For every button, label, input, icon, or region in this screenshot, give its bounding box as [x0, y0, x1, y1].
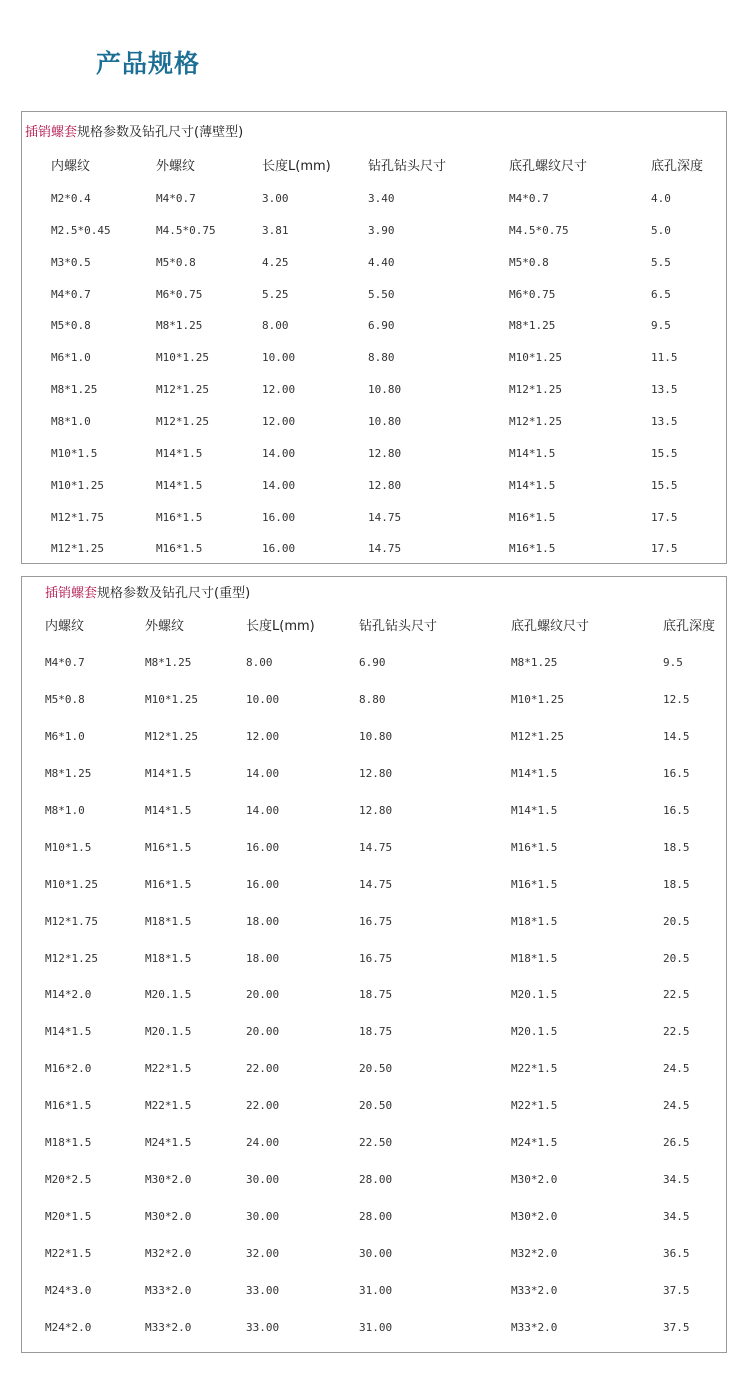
table-caption: [45, 582, 250, 601]
cell-outer-thread: M5*0.8: [156, 255, 196, 269]
table-row: [22, 253, 726, 273]
cell-drill-size: 5.50: [368, 287, 395, 301]
cell-drill-size: 20.50: [359, 1099, 393, 1113]
table-row: [22, 285, 726, 305]
cell-outer-thread: M16*1.5: [156, 510, 203, 524]
cell-outer-thread: M22*1.5: [145, 1099, 192, 1113]
cell-bottom-thread: M22*1.5: [511, 1099, 558, 1113]
cell-length: 14.00: [246, 766, 280, 780]
table-row: [22, 1096, 726, 1116]
cell-length: 5.25: [262, 287, 289, 301]
cell-bottom-thread: M8*1.25: [511, 656, 558, 669]
cell-bottom-depth: 20.5: [663, 951, 690, 965]
cell-length: 12.00: [262, 414, 296, 428]
cell-length: 3.81: [262, 223, 289, 237]
cell-outer-thread: M10*1.25: [145, 692, 198, 706]
cell-outer-thread: M12*1.25: [156, 383, 209, 397]
cell-drill-size: 10.80: [359, 729, 393, 743]
cell-bottom-depth: 17.5: [651, 542, 678, 556]
cell-drill-size: 14.75: [368, 542, 402, 556]
cell-bottom-depth: 24.5: [663, 1062, 690, 1076]
table-row: [22, 444, 726, 464]
cell-bottom-thread: M8*1.25: [509, 319, 556, 333]
cell-inner-thread: M5*0.8: [45, 692, 85, 706]
cell-outer-thread: M16*1.5: [145, 840, 192, 854]
cell-bottom-thread: M14*1.5: [509, 446, 556, 460]
table-row: [22, 875, 726, 895]
table-row: [22, 1133, 726, 1153]
cell-drill-size: 6.90: [368, 319, 395, 333]
cell-inner-thread: M16*2.0: [45, 1062, 92, 1076]
caption-text: 规格参数及钻孔尺寸(重型): [97, 586, 251, 601]
column-header-bottom-depth: 底孔深度: [663, 619, 716, 634]
cell-outer-thread: M12*1.25: [156, 414, 209, 428]
cell-drill-size: 8.80: [368, 351, 395, 365]
cell-outer-thread: M4.5*0.75: [156, 223, 216, 237]
cell-length: 16.00: [246, 840, 280, 854]
cell-bottom-depth: 6.5: [651, 287, 671, 301]
cell-outer-thread: M16*1.5: [156, 542, 203, 556]
table-row: [22, 380, 726, 400]
cell-bottom-depth: 13.5: [651, 414, 678, 428]
cell-inner-thread: M12*1.75: [45, 914, 98, 928]
column-header-outer-thread: 外螺纹: [145, 619, 185, 634]
cell-bottom-thread: M20.1.5: [511, 1025, 558, 1039]
cell-length: 24.00: [246, 1136, 280, 1150]
cell-inner-thread: M24*3.0: [45, 1283, 92, 1297]
table-row: [22, 985, 726, 1005]
cell-length: 22.00: [246, 1099, 280, 1113]
cell-bottom-thread: M12*1.25: [509, 414, 562, 428]
cell-outer-thread: M20.1.5: [145, 1025, 192, 1039]
cell-drill-size: 28.00: [359, 1210, 393, 1224]
column-header-outer-thread: 外螺纹: [156, 159, 196, 174]
cell-bottom-thread: M4.5*0.75: [509, 223, 569, 237]
cell-inner-thread: M10*1.5: [45, 840, 92, 854]
cell-inner-thread: M14*2.0: [45, 988, 92, 1002]
cell-length: 20.00: [246, 1025, 280, 1039]
cell-inner-thread: M12*1.25: [45, 951, 98, 965]
cell-bottom-depth: 36.5: [663, 1247, 690, 1261]
cell-length: 33.00: [246, 1283, 280, 1297]
cell-inner-thread: M10*1.25: [51, 478, 104, 492]
cell-inner-thread: M8*1.0: [45, 803, 85, 817]
cell-bottom-depth: 20.5: [663, 914, 690, 928]
table-row: [22, 221, 726, 241]
cell-drill-size: 30.00: [359, 1247, 393, 1261]
cell-inner-thread: M4*0.7: [51, 287, 91, 301]
cell-length: 18.00: [246, 914, 280, 928]
cell-bottom-depth: 15.5: [651, 478, 678, 492]
cell-bottom-depth: 22.5: [663, 1025, 690, 1039]
cell-outer-thread: M8*1.25: [145, 656, 192, 669]
cell-bottom-depth: 34.5: [663, 1210, 690, 1224]
cell-outer-thread: M14*1.5: [156, 478, 203, 492]
cell-bottom-thread: M33*2.0: [511, 1283, 558, 1297]
column-header-inner-thread: 内螺纹: [45, 619, 85, 634]
cell-inner-thread: M20*1.5: [45, 1210, 92, 1224]
cell-drill-size: 14.75: [359, 840, 393, 854]
cell-bottom-thread: M12*1.25: [511, 729, 564, 743]
cell-bottom-thread: M20.1.5: [511, 988, 558, 1002]
cell-bottom-thread: M16*1.5: [511, 840, 558, 854]
cell-bottom-depth: 16.5: [663, 803, 690, 817]
cell-bottom-thread: M16*1.5: [509, 510, 556, 524]
table-row: [22, 912, 726, 932]
cell-outer-thread: M20.1.5: [145, 988, 192, 1002]
cell-inner-thread: M3*0.5: [51, 255, 91, 269]
cell-bottom-depth: 22.5: [663, 988, 690, 1002]
cell-drill-size: 28.00: [359, 1173, 393, 1187]
cell-bottom-thread: M6*0.75: [509, 287, 556, 301]
cell-length: 8.00: [246, 656, 273, 669]
cell-length: 32.00: [246, 1247, 280, 1261]
cell-drill-size: 12.80: [368, 446, 402, 460]
caption-text: 规格参数及钻孔尺寸(薄壁型): [77, 125, 244, 140]
spec-table-heavy-duty: [21, 576, 727, 1353]
cell-bottom-depth: 18.5: [663, 840, 690, 854]
cell-length: 16.00: [262, 542, 296, 556]
cell-bottom-thread: M5*0.8: [509, 255, 549, 269]
cell-bottom-depth: 4.0: [651, 192, 671, 205]
cell-inner-thread: M8*1.25: [45, 766, 92, 780]
cell-inner-thread: M2*0.4: [51, 192, 91, 205]
cell-inner-thread: M14*1.5: [45, 1025, 92, 1039]
cell-bottom-thread: M18*1.5: [511, 951, 558, 965]
cell-bottom-depth: 5.5: [651, 255, 671, 269]
column-header-bottom-thread: 底孔螺纹尺寸: [509, 159, 588, 174]
cell-outer-thread: M12*1.25: [145, 729, 198, 743]
cell-outer-thread: M30*2.0: [145, 1210, 192, 1224]
cell-bottom-depth: 16.5: [663, 766, 690, 780]
cell-drill-size: 16.75: [359, 914, 393, 928]
caption-brand: 插销螺套: [25, 125, 78, 140]
table-caption: [25, 121, 243, 140]
table-row: [22, 1281, 726, 1301]
cell-drill-size: 4.40: [368, 255, 395, 269]
cell-outer-thread: M14*1.5: [145, 803, 192, 817]
table-header-row: [22, 157, 726, 177]
cell-drill-size: 3.40: [368, 192, 395, 205]
column-header-length: 长度L(mm): [262, 159, 331, 174]
column-header-bottom-depth: 底孔深度: [651, 159, 704, 174]
page-title: 产品规格: [96, 49, 201, 78]
cell-drill-size: 12.80: [359, 803, 393, 817]
cell-drill-size: 8.80: [359, 692, 386, 706]
table-row: [22, 508, 726, 528]
table-row: [22, 348, 726, 368]
cell-bottom-depth: 12.5: [663, 692, 690, 706]
cell-outer-thread: M14*1.5: [156, 446, 203, 460]
cell-outer-thread: M18*1.5: [145, 914, 192, 928]
cell-bottom-depth: 14.5: [663, 729, 690, 743]
table-row: [22, 949, 726, 969]
table-row: [22, 316, 726, 336]
cell-length: 12.00: [246, 729, 280, 743]
cell-outer-thread: M32*2.0: [145, 1247, 192, 1261]
caption-brand: 插销螺套: [45, 586, 98, 601]
cell-drill-size: 16.75: [359, 951, 393, 965]
cell-drill-size: 18.75: [359, 1025, 393, 1039]
cell-inner-thread: M10*1.25: [45, 877, 98, 891]
cell-length: 33.00: [246, 1320, 280, 1334]
cell-bottom-depth: 9.5: [663, 656, 683, 669]
cell-inner-thread: M8*1.0: [51, 414, 91, 428]
cell-bottom-thread: M32*2.0: [511, 1247, 558, 1261]
cell-bottom-thread: M10*1.25: [509, 351, 562, 365]
cell-length: 14.00: [262, 478, 296, 492]
cell-length: 30.00: [246, 1210, 280, 1224]
cell-outer-thread: M4*0.7: [156, 192, 196, 205]
cell-inner-thread: M22*1.5: [45, 1247, 92, 1261]
cell-bottom-depth: 13.5: [651, 383, 678, 397]
cell-inner-thread: M2.5*0.45: [51, 223, 111, 237]
cell-length: 4.25: [262, 255, 289, 269]
cell-outer-thread: M30*2.0: [145, 1173, 192, 1187]
table-row: [22, 1170, 726, 1190]
cell-bottom-thread: M18*1.5: [511, 914, 558, 928]
cell-length: 22.00: [246, 1062, 280, 1076]
cell-drill-size: 10.80: [368, 414, 402, 428]
table-row: [22, 801, 726, 821]
table-row: [22, 838, 726, 858]
cell-bottom-depth: 34.5: [663, 1173, 690, 1187]
cell-bottom-depth: 37.5: [663, 1283, 690, 1297]
table-row: [22, 727, 726, 747]
table-row: [22, 1318, 726, 1338]
table-row: [22, 690, 726, 710]
cell-bottom-depth: 15.5: [651, 446, 678, 460]
cell-drill-size: 22.50: [359, 1136, 393, 1150]
table-row: [22, 1022, 726, 1042]
cell-drill-size: 14.75: [368, 510, 402, 524]
cell-outer-thread: M16*1.5: [145, 877, 192, 891]
cell-bottom-depth: 37.5: [663, 1320, 690, 1334]
table-header-row: [22, 617, 726, 637]
cell-inner-thread: M6*1.0: [51, 351, 91, 365]
cell-length: 12.00: [262, 383, 296, 397]
cell-length: 14.00: [262, 446, 296, 460]
cell-length: 8.00: [262, 319, 289, 333]
cell-bottom-thread: M4*0.7: [509, 192, 549, 205]
cell-length: 3.00: [262, 192, 289, 205]
cell-outer-thread: M8*1.25: [156, 319, 203, 333]
cell-bottom-depth: 9.5: [651, 319, 671, 333]
cell-drill-size: 3.90: [368, 223, 395, 237]
cell-length: 10.00: [262, 351, 296, 365]
cell-inner-thread: M18*1.5: [45, 1136, 92, 1150]
spec-table-thin-wall: [21, 111, 727, 564]
cell-bottom-thread: M14*1.5: [511, 803, 558, 817]
cell-bottom-thread: M10*1.25: [511, 692, 564, 706]
cell-bottom-depth: 26.5: [663, 1136, 690, 1150]
cell-outer-thread: M6*0.75: [156, 287, 203, 301]
cell-inner-thread: M4*0.7: [45, 656, 85, 669]
cell-inner-thread: M16*1.5: [45, 1099, 92, 1113]
table-row: [22, 189, 726, 209]
cell-outer-thread: M18*1.5: [145, 951, 192, 965]
cell-bottom-thread: M14*1.5: [509, 478, 556, 492]
table-row: [22, 412, 726, 432]
cell-bottom-depth: 17.5: [651, 510, 678, 524]
cell-outer-thread: M33*2.0: [145, 1320, 192, 1334]
cell-outer-thread: M22*1.5: [145, 1062, 192, 1076]
cell-length: 18.00: [246, 951, 280, 965]
cell-outer-thread: M14*1.5: [145, 766, 192, 780]
cell-length: 14.00: [246, 803, 280, 817]
table-row: [22, 476, 726, 496]
table-row: [22, 1059, 726, 1079]
table-row: [22, 764, 726, 784]
cell-inner-thread: M12*1.25: [51, 542, 104, 556]
table-row: [22, 1244, 726, 1264]
cell-drill-size: 10.80: [368, 383, 402, 397]
cell-bottom-thread: M14*1.5: [511, 766, 558, 780]
cell-bottom-depth: 18.5: [663, 877, 690, 891]
cell-length: 30.00: [246, 1173, 280, 1187]
column-header-bottom-thread: 底孔螺纹尺寸: [511, 619, 590, 634]
cell-bottom-thread: M30*2.0: [511, 1210, 558, 1224]
cell-length: 20.00: [246, 988, 280, 1002]
cell-bottom-thread: M22*1.5: [511, 1062, 558, 1076]
cell-inner-thread: M24*2.0: [45, 1320, 92, 1334]
cell-drill-size: 18.75: [359, 988, 393, 1002]
cell-drill-size: 12.80: [359, 766, 393, 780]
table-row: [22, 1207, 726, 1227]
column-header-drill-size: 钻孔钻头尺寸: [359, 619, 438, 634]
cell-inner-thread: M12*1.75: [51, 510, 104, 524]
cell-inner-thread: M8*1.25: [51, 383, 98, 397]
cell-bottom-thread: M30*2.0: [511, 1173, 558, 1187]
cell-bottom-depth: 5.0: [651, 223, 671, 237]
cell-drill-size: 14.75: [359, 877, 393, 891]
column-header-length: 长度L(mm): [246, 619, 315, 634]
cell-outer-thread: M10*1.25: [156, 351, 209, 365]
cell-bottom-thread: M12*1.25: [509, 383, 562, 397]
cell-bottom-thread: M24*1.5: [511, 1136, 558, 1150]
cell-bottom-depth: 24.5: [663, 1099, 690, 1113]
cell-outer-thread: M33*2.0: [145, 1283, 192, 1297]
cell-drill-size: 31.00: [359, 1320, 393, 1334]
cell-inner-thread: M6*1.0: [45, 729, 85, 743]
cell-drill-size: 6.90: [359, 656, 386, 669]
cell-bottom-thread: M16*1.5: [511, 877, 558, 891]
cell-length: 16.00: [262, 510, 296, 524]
cell-inner-thread: M5*0.8: [51, 319, 91, 333]
cell-drill-size: 31.00: [359, 1283, 393, 1297]
cell-inner-thread: M20*2.5: [45, 1173, 92, 1187]
cell-drill-size: 12.80: [368, 478, 402, 492]
table-row: [22, 653, 726, 673]
column-header-drill-size: 钻孔钻头尺寸: [368, 159, 447, 174]
cell-bottom-depth: 11.5: [651, 351, 678, 365]
cell-length: 10.00: [246, 692, 280, 706]
column-header-inner-thread: 内螺纹: [51, 159, 91, 174]
table-row: [22, 539, 726, 559]
cell-bottom-thread: M16*1.5: [509, 542, 556, 556]
cell-bottom-thread: M33*2.0: [511, 1320, 558, 1334]
cell-length: 16.00: [246, 877, 280, 891]
cell-drill-size: 20.50: [359, 1062, 393, 1076]
cell-outer-thread: M24*1.5: [145, 1136, 192, 1150]
cell-inner-thread: M10*1.5: [51, 446, 98, 460]
